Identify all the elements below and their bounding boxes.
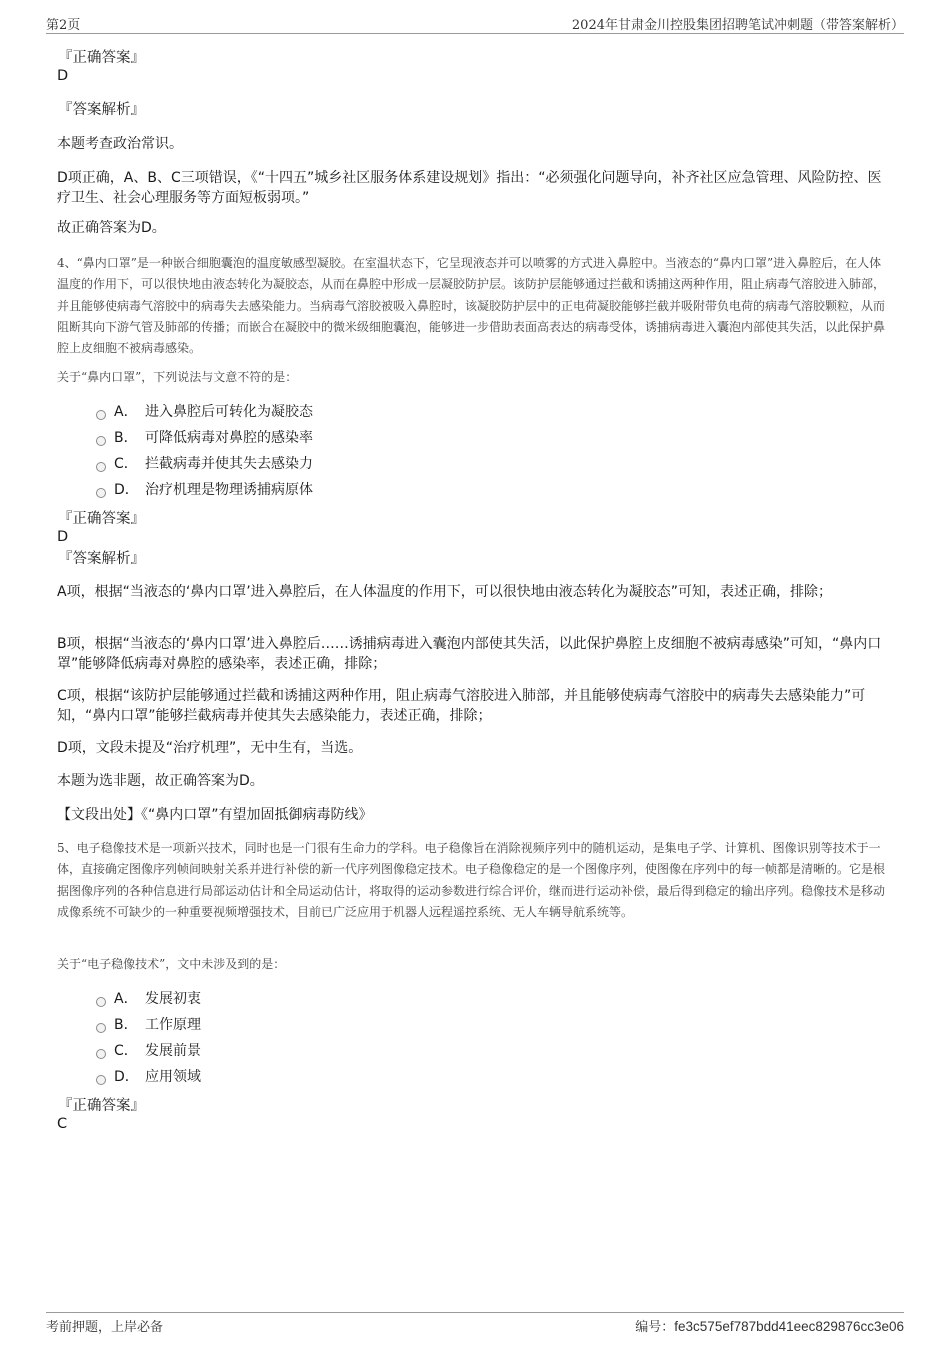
- q4-analysis-label: 『答案解析』: [58, 551, 145, 567]
- q3-analysis-line-1: 本题考查政治常识。: [57, 136, 183, 152]
- radio-icon[interactable]: [96, 410, 106, 420]
- q4-question: 关于“鼻内口罩”，下列说法与文意不符的是：: [57, 370, 298, 384]
- q5-question: 关于“电子稳像技术”，文中未涉及到的是：: [57, 957, 286, 971]
- radio-icon[interactable]: [96, 997, 106, 1007]
- q4-option-b[interactable]: B． 可降低病毒对鼻腔的感染率: [96, 427, 313, 449]
- q4-analysis-d: D项，文段未提及“治疗机理”，无中生有，当选。: [57, 740, 363, 756]
- radio-icon[interactable]: [96, 1049, 106, 1059]
- footer-slogan: 考前押题，上岸必备: [46, 1320, 164, 1335]
- q5-answer-label: 『正确答案』: [58, 1098, 145, 1114]
- q4-passage: 4、“鼻内口罩”是一种嵌合细胞囊泡的温度敏感型凝胶。在室温状态下，它呈现液态并可以喷雾的方式进入鼻腔中。当液态的“鼻内口罩”进入鼻腔后，在人体温度的作用下，可以很快地由液态转化为凝胶态，从而在鼻腔中形成一层凝胶防护层。该防护层能够通过拦截和诱捕这两种作用，阻止病毒气溶胶进入肺部，并且能够使病毒气溶胶中的病毒失去感染能力。当病毒气溶胶被吸入鼻腔时，该凝胶防护层中的正电荷凝胶能够拦截并吸附带负电荷的病毒气溶胶颗粒，从而阻断其向下游气管及肺部的传播；而嵌合在凝胶中的微米级细胞囊泡，能够进一步借助表面高表达的病毒受体，诱捕病毒进入囊泡内部使其失活，以此保护鼻腔上皮细胞不被病毒感染。: [57, 256, 886, 356]
- q3-answer-value: D: [57, 68, 69, 84]
- q3-analysis-label: 『答案解析』: [58, 102, 145, 118]
- q5-option-c[interactable]: C． 发展前景: [96, 1040, 201, 1062]
- radio-icon[interactable]: [96, 436, 106, 446]
- q4-source: [57, 805, 373, 825]
- q4-analysis-a: A项，根据“当液态的‘鼻内口罩’进入鼻腔后，在人体温度的作用下，可以很快地由液态转化为凝胶态”可知，表述正确，排除；: [57, 584, 832, 600]
- q3-analysis-line-3: 故正确答案为D。: [57, 220, 166, 236]
- footer-id: [635, 1316, 904, 1335]
- q5-option-d[interactable]: D． 应用领域: [96, 1066, 201, 1088]
- q4-option-c[interactable]: C． 拦截病毒并使其失去感染力: [96, 453, 313, 475]
- q4-answer-value: D: [57, 529, 69, 545]
- q4-analysis-conclusion: 本题为选非题，故正确答案为D。: [57, 773, 264, 789]
- page-header: [46, 14, 904, 34]
- q5-answer-value: C: [57, 1116, 68, 1132]
- radio-icon[interactable]: [96, 1023, 106, 1033]
- page-number: 第2页: [46, 18, 81, 33]
- page-footer: [46, 1312, 904, 1334]
- document-title: 2024年甘肃金川控股集团招聘笔试冲刺题（带答案解析）: [571, 18, 904, 33]
- q4-option-d[interactable]: D． 治疗机理是物理诱捕病原体: [96, 479, 313, 501]
- footer-id-code: fe3c575ef787bdd41eec829876cc3e06: [674, 1319, 904, 1334]
- q5-passage: 5、电子稳像技术是一项新兴技术，同时也是一门很有生命力的学科。电子稳像旨在消除视频序列中的随机运动，是集电子学、计算机、图像识别等技术于一体，直接确定图像序列帧间映射关系并进行补偿的新一代序列图像稳定技术。电子稳像稳定的是一个图像序列，使图像在序列中的每一帧都是清晰的。它是根据图像序列的各种信息进行局部运动估计和全局运动估计，将取得的运动参数进行综合评价，继而进行运动补偿，最后得到稳定的输出序列。稳像技术是移动成像系统不可缺少的一种重要视频增强技术，目前已广泛应用于机器人远程遥控系统、无人车辆导航系统等。: [57, 841, 886, 919]
- q3-answer-label: 『正确答案』: [58, 50, 145, 66]
- source-title: 《“鼻内口罩”有望加固抵御病毒防线》: [141, 807, 373, 823]
- q4-analysis-b: B项，根据“当液态的‘鼻内口罩’进入鼻腔后……诱捕病毒进入囊泡内部使其失活，以此保护鼻腔上皮细胞不被病毒感染”可知，“鼻内口罩”能够降低病毒对鼻腔的感染率，表述正确，排除；: [57, 636, 882, 672]
- q3-analysis-line-2: D项正确，A、B、C三项错误，《“十四五”城乡社区服务体系建设规划》指出：“必须强化问题导向，补齐社区应急管理、风险防控、医疗卫生、社会心理服务等方面短板弱项。”: [57, 170, 882, 206]
- radio-icon[interactable]: [96, 462, 106, 472]
- radio-icon[interactable]: [96, 488, 106, 498]
- q4-analysis-c: C项，根据“该防护层能够通过拦截和诱捕这两种作用，阻止病毒气溶胶进入肺部，并且能够使病毒气溶胶中的病毒失去感染能力”可知，“鼻内口罩”能够拦截病毒并使其失去感染能力，表述正确，排除；: [57, 688, 866, 724]
- radio-icon[interactable]: [96, 1075, 106, 1085]
- source-label: 【文段出处】: [57, 807, 141, 823]
- q4-answer-label: 『正确答案』: [58, 511, 145, 527]
- q5-option-a[interactable]: A． 发展初衷: [96, 988, 201, 1010]
- q5-option-b[interactable]: B． 工作原理: [96, 1014, 201, 1036]
- q4-option-a[interactable]: A． 进入鼻腔后可转化为凝胶态: [96, 401, 313, 423]
- footer-id-label: 编号：: [635, 1320, 675, 1335]
